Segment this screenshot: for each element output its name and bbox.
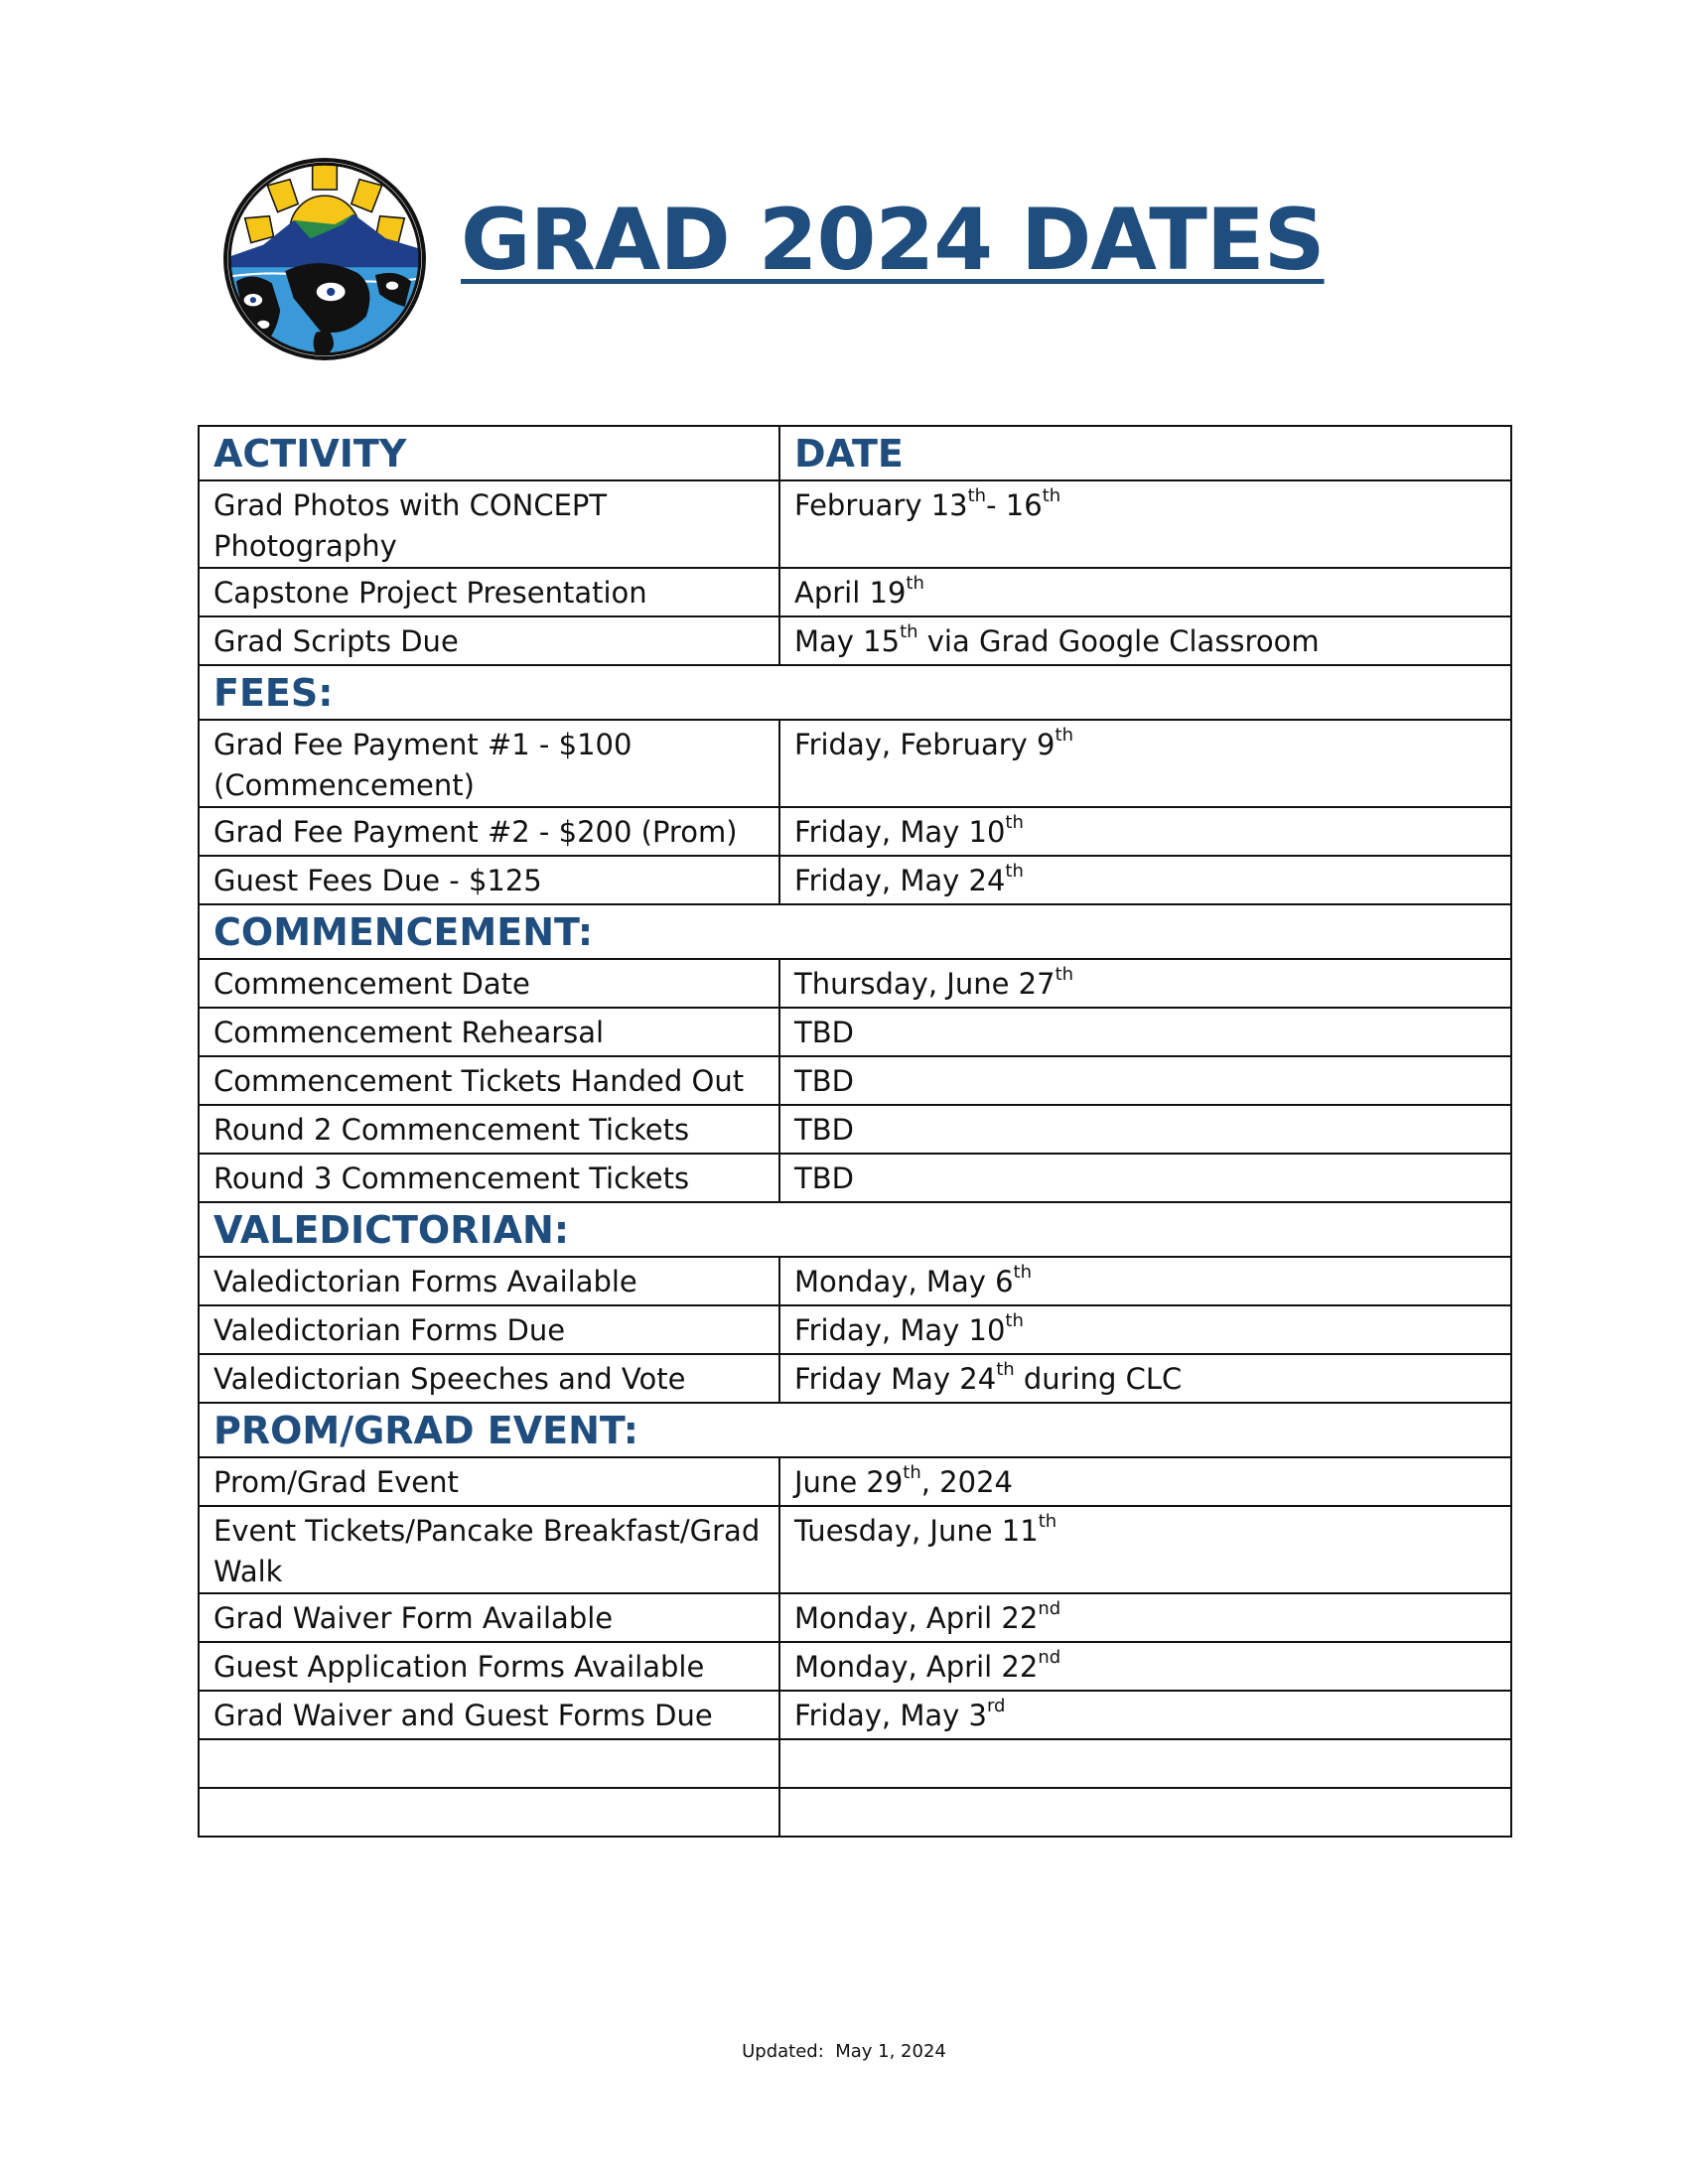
empty-cell [199, 1788, 779, 1837]
date-cell: TBD [779, 1008, 1511, 1056]
table-row [199, 616, 1511, 665]
activity-cell: Grad Waiver Form Available [199, 1593, 779, 1642]
section-heading-row [199, 665, 1511, 720]
section-heading-prom: PROM/GRAD EVENT: [199, 1403, 1511, 1457]
section-heading-valedictorian: VALEDICTORIAN: [199, 1202, 1511, 1257]
date-cell: June 29th, 2024 [779, 1457, 1511, 1506]
table-row [199, 856, 1511, 904]
activity-cell: Grad Photos with CONCEPT Photography [199, 480, 779, 568]
table-row [199, 1642, 1511, 1691]
section-heading-row [199, 1403, 1511, 1457]
section-heading-row [199, 1202, 1511, 1257]
date-cell: Monday, April 22nd [779, 1593, 1511, 1642]
activity-cell: Prom/Grad Event [199, 1457, 779, 1506]
updated-footer: Updated: May 1, 2024 [742, 2041, 946, 2062]
table-row [199, 720, 1511, 807]
date-column-header: DATE [779, 426, 1511, 480]
date-cell: Friday, May 10th [779, 807, 1511, 856]
date-cell: Tuesday, June 11th [779, 1506, 1511, 1593]
activity-cell: Commencement Date [199, 959, 779, 1008]
activity-cell: Guest Application Forms Available [199, 1642, 779, 1691]
table-row [199, 1105, 1511, 1154]
table-row [199, 1593, 1511, 1642]
table-row [199, 1305, 1511, 1354]
date-cell: TBD [779, 1154, 1511, 1202]
page-title: GRAD 2024 DATES [461, 191, 1325, 290]
table-row [199, 1354, 1511, 1403]
section-heading-commencement: COMMENCEMENT: [199, 904, 1511, 959]
activity-column-header: ACTIVITY [199, 426, 779, 480]
empty-cell [199, 1739, 779, 1788]
activity-cell: Guest Fees Due - $125 [199, 856, 779, 904]
section-heading-row [199, 904, 1511, 959]
date-cell: April 19th [779, 568, 1511, 616]
date-cell: February 13th- 16th [779, 480, 1511, 568]
activity-cell: Round 2 Commencement Tickets [199, 1105, 779, 1154]
table-row [199, 480, 1511, 568]
table-row [199, 807, 1511, 856]
empty-table-row [199, 1788, 1511, 1837]
empty-cell [779, 1739, 1511, 1788]
table-row [199, 1008, 1511, 1056]
date-cell: Friday, May 3rd [779, 1691, 1511, 1739]
table-header-row [199, 426, 1511, 480]
activity-cell: Commencement Rehearsal [199, 1008, 779, 1056]
date-cell: Friday, May 10th [779, 1305, 1511, 1354]
activity-cell: Grad Fee Payment #2 - $200 (Prom) [199, 807, 779, 856]
date-cell: May 15th via Grad Google Classroom [779, 616, 1511, 665]
activity-cell: Event Tickets/Pancake Breakfast/Grad Walk [199, 1506, 779, 1593]
date-cell: Thursday, June 27th [779, 959, 1511, 1008]
table-row [199, 1056, 1511, 1105]
empty-table-row [199, 1739, 1511, 1788]
table-row [199, 1257, 1511, 1305]
activity-cell: Valedictorian Forms Available [199, 1257, 779, 1305]
activity-cell: Grad Waiver and Guest Forms Due [199, 1691, 779, 1739]
activity-cell: Valedictorian Speeches and Vote [199, 1354, 779, 1403]
activity-cell: Capstone Project Presentation [199, 568, 779, 616]
table-row [199, 1457, 1511, 1506]
section-heading-fees: FEES: [199, 665, 1511, 720]
activity-cell: Valedictorian Forms Due [199, 1305, 779, 1354]
grad-dates-table [198, 425, 1512, 1838]
date-cell: Monday, April 22nd [779, 1642, 1511, 1691]
date-cell: Friday, February 9th [779, 720, 1511, 807]
table-row [199, 1506, 1511, 1593]
activity-cell: Commencement Tickets Handed Out [199, 1056, 779, 1105]
table-row [199, 959, 1511, 1008]
school-logo [222, 157, 427, 361]
activity-cell: Round 3 Commencement Tickets [199, 1154, 779, 1202]
date-cell: Monday, May 6th [779, 1257, 1511, 1305]
date-cell: TBD [779, 1105, 1511, 1154]
table-row [199, 1691, 1511, 1739]
activity-cell: Grad Scripts Due [199, 616, 779, 665]
table-row [199, 568, 1511, 616]
table-row [199, 1154, 1511, 1202]
activity-cell: Grad Fee Payment #1 - $100 (Commencement) [199, 720, 779, 807]
empty-cell [779, 1788, 1511, 1837]
date-cell: Friday May 24th during CLC [779, 1354, 1511, 1403]
date-cell: TBD [779, 1056, 1511, 1105]
date-cell: Friday, May 24th [779, 856, 1511, 904]
